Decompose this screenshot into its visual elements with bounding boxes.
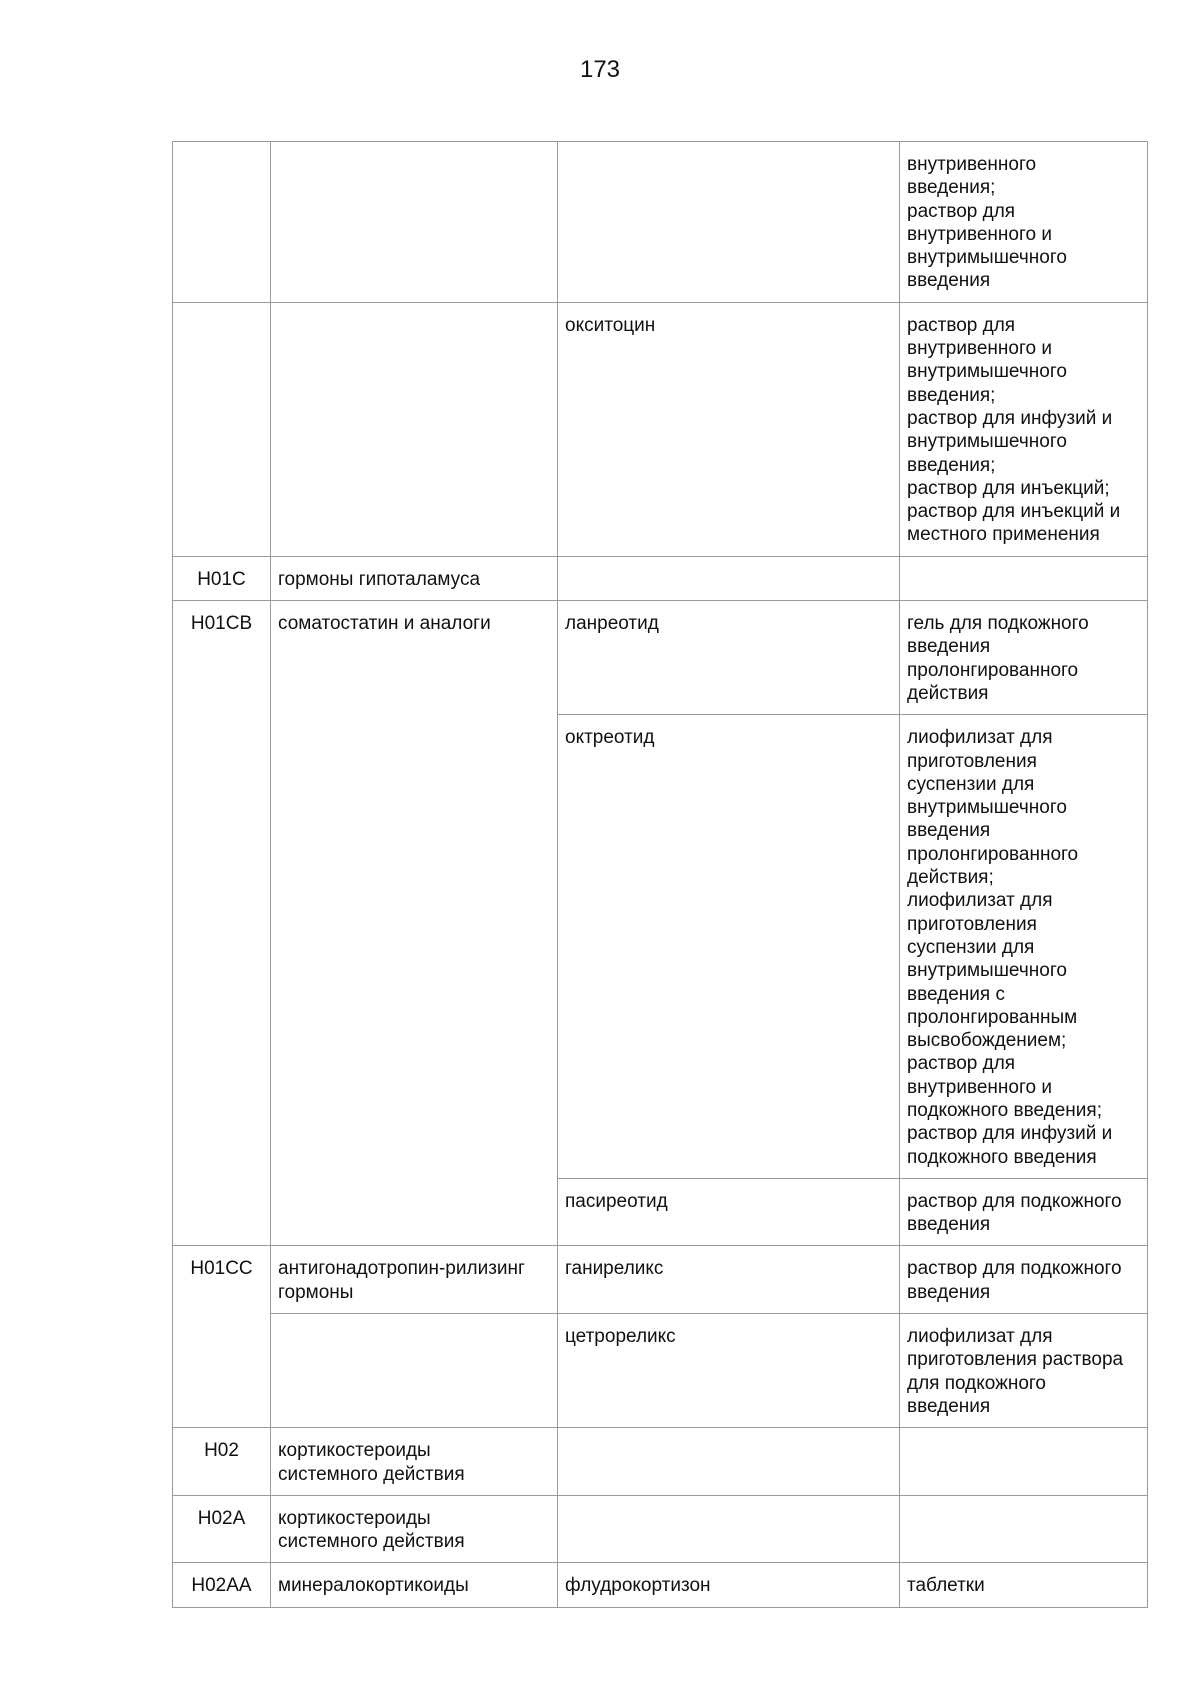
dosage-form-line: лиофилизат для bbox=[907, 1326, 1053, 1348]
atc-code-cell: H02A bbox=[173, 1495, 271, 1563]
table-row bbox=[173, 1246, 1148, 1314]
atc-code-cell: H01C bbox=[173, 556, 271, 600]
dosage-form-line: внутримышечного bbox=[907, 361, 1067, 383]
dosage-form-line: пролонгированного bbox=[907, 843, 1079, 865]
table-row bbox=[173, 1428, 1148, 1496]
dosage-form-line: введения с bbox=[907, 983, 1005, 1005]
drug-cell: флудрокортизон bbox=[558, 1563, 900, 1607]
group-cell: гормоны гипоталамуса bbox=[271, 556, 558, 600]
dosage-form-cell bbox=[900, 1178, 1148, 1246]
dosage-form-line: внутримышечного bbox=[907, 960, 1067, 982]
dosage-form-line: раствор для bbox=[907, 314, 1016, 336]
atc-code-cell: H01CC bbox=[173, 1246, 271, 1314]
group-cell bbox=[271, 142, 558, 303]
dosage-form-line: раствор для инфузий и bbox=[907, 1123, 1113, 1145]
dosage-form-line: внутривенного и bbox=[907, 223, 1052, 245]
dosage-form-line: гель для подкожного bbox=[907, 613, 1089, 635]
dosage-form-line: лиофилизат для bbox=[907, 727, 1053, 749]
dosage-form-line: суспензии для bbox=[907, 773, 1035, 795]
group-cell bbox=[271, 1495, 558, 1563]
dosage-form-line: введения bbox=[907, 820, 991, 842]
table-row bbox=[173, 715, 1148, 1179]
group-line: кортикостероиды bbox=[278, 1440, 431, 1462]
dosage-form-line: для подкожного bbox=[907, 1372, 1046, 1394]
dosage-form-cell bbox=[900, 1246, 1148, 1314]
drug-cell: октреотид bbox=[558, 715, 900, 1179]
dosage-form-line: высвобождением; bbox=[907, 1030, 1067, 1052]
group-cell bbox=[271, 302, 558, 556]
drug-table bbox=[172, 141, 1148, 1608]
group-cell: соматостатин и аналоги bbox=[271, 601, 558, 715]
dosage-form-line: внутримышечного bbox=[907, 797, 1067, 819]
drug-cell: окситоцин bbox=[558, 302, 900, 556]
dosage-form-line: раствор для инъекций и bbox=[907, 501, 1121, 523]
atc-code-cell: H01CB bbox=[173, 601, 271, 715]
dosage-form-line: лиофилизат для bbox=[907, 890, 1053, 912]
drug-cell: ганиреликс bbox=[558, 1246, 900, 1314]
dosage-form-cell bbox=[900, 715, 1148, 1179]
table-row bbox=[173, 142, 1148, 303]
group-cell bbox=[271, 1314, 558, 1428]
dosage-form-cell bbox=[900, 1428, 1148, 1496]
drug-cell: цетрореликс bbox=[558, 1314, 900, 1428]
atc-code-cell bbox=[173, 715, 271, 1179]
group-line: системного действия bbox=[278, 1531, 465, 1553]
table-row bbox=[173, 1563, 1148, 1607]
dosage-form-line: введения bbox=[907, 1214, 991, 1236]
group-cell bbox=[271, 1178, 558, 1246]
group-line: кортикостероиды bbox=[278, 1507, 431, 1529]
group-cell: минералокортикоиды bbox=[271, 1563, 558, 1607]
page-number: 173 bbox=[579, 56, 621, 83]
dosage-form-line: введения; bbox=[907, 454, 996, 476]
atc-code-cell bbox=[173, 142, 271, 303]
dosage-form-line: суспензии для bbox=[907, 936, 1035, 958]
group-cell bbox=[271, 1246, 558, 1314]
drug-cell bbox=[558, 556, 900, 600]
dosage-form-line: введения bbox=[907, 1395, 991, 1417]
dosage-form-line: внутривенного и bbox=[907, 338, 1052, 360]
table-row bbox=[173, 302, 1148, 556]
dosage-form-cell bbox=[900, 1495, 1148, 1563]
dosage-form-line: подкожного введения; bbox=[907, 1099, 1102, 1121]
dosage-form-line: введения bbox=[907, 1281, 991, 1303]
dosage-form-cell bbox=[900, 1314, 1148, 1428]
group-line: системного действия bbox=[278, 1463, 465, 1485]
dosage-form-line: приготовления bbox=[907, 913, 1037, 935]
dosage-form-line: внутривенного bbox=[907, 154, 1037, 175]
dosage-form-line: пролонгированного bbox=[907, 659, 1079, 681]
drug-cell bbox=[558, 1495, 900, 1563]
group-cell bbox=[271, 1428, 558, 1496]
table-row bbox=[173, 1314, 1148, 1428]
dosage-form-line: раствор для подкожного bbox=[907, 1258, 1122, 1280]
dosage-form-line: внутримышечного bbox=[907, 431, 1067, 453]
dosage-form-line: введения; bbox=[907, 177, 996, 199]
dosage-form-line: раствор для подкожного bbox=[907, 1190, 1122, 1212]
dosage-form-line: подкожного введения bbox=[907, 1146, 1097, 1168]
dosage-form-line: внутривенного и bbox=[907, 1076, 1052, 1098]
dosage-form-line: внутримышечного bbox=[907, 247, 1067, 269]
atc-code-cell: H02AA bbox=[173, 1563, 271, 1607]
drug-cell: пасиреотид bbox=[558, 1178, 900, 1246]
atc-code-cell bbox=[173, 1178, 271, 1246]
dosage-form-line: введения bbox=[907, 636, 991, 658]
dosage-form-line: действия bbox=[907, 682, 989, 704]
dosage-form-line: раствор для инфузий и bbox=[907, 407, 1113, 429]
drug-cell: ланреотид bbox=[558, 601, 900, 715]
table-row bbox=[173, 601, 1148, 715]
dosage-form-line: раствор для bbox=[907, 1053, 1016, 1075]
dosage-form-line: приготовления bbox=[907, 750, 1037, 772]
dosage-form-line: введения bbox=[907, 270, 991, 292]
dosage-form-cell bbox=[900, 601, 1148, 715]
dosage-form-line: пролонгированным bbox=[907, 1006, 1078, 1028]
atc-code-cell bbox=[173, 1314, 271, 1428]
drug-cell bbox=[558, 1428, 900, 1496]
dosage-form-cell bbox=[900, 556, 1148, 600]
dosage-form-line: приготовления раствора bbox=[907, 1349, 1124, 1371]
dosage-form-cell bbox=[900, 302, 1148, 556]
atc-code-cell bbox=[173, 302, 271, 556]
dosage-form-line: введения; bbox=[907, 384, 996, 406]
group-cell bbox=[271, 715, 558, 1179]
group-line: гормоны bbox=[278, 1281, 354, 1303]
table-row bbox=[173, 1178, 1148, 1246]
drug-cell bbox=[558, 142, 900, 303]
dosage-form-line: действия; bbox=[907, 867, 994, 889]
dosage-form-cell: таблетки bbox=[900, 1563, 1148, 1607]
dosage-form-line: раствор для инъекций; bbox=[907, 477, 1110, 499]
atc-code-cell: H02 bbox=[173, 1428, 271, 1496]
table-row bbox=[173, 556, 1148, 600]
group-line: антигонадотропин-рилизинг bbox=[278, 1258, 525, 1280]
table-row bbox=[173, 1495, 1148, 1563]
dosage-form-cell bbox=[900, 142, 1148, 303]
dosage-form-line: местного применения bbox=[907, 524, 1100, 546]
dosage-form-line: раствор для bbox=[907, 200, 1016, 222]
